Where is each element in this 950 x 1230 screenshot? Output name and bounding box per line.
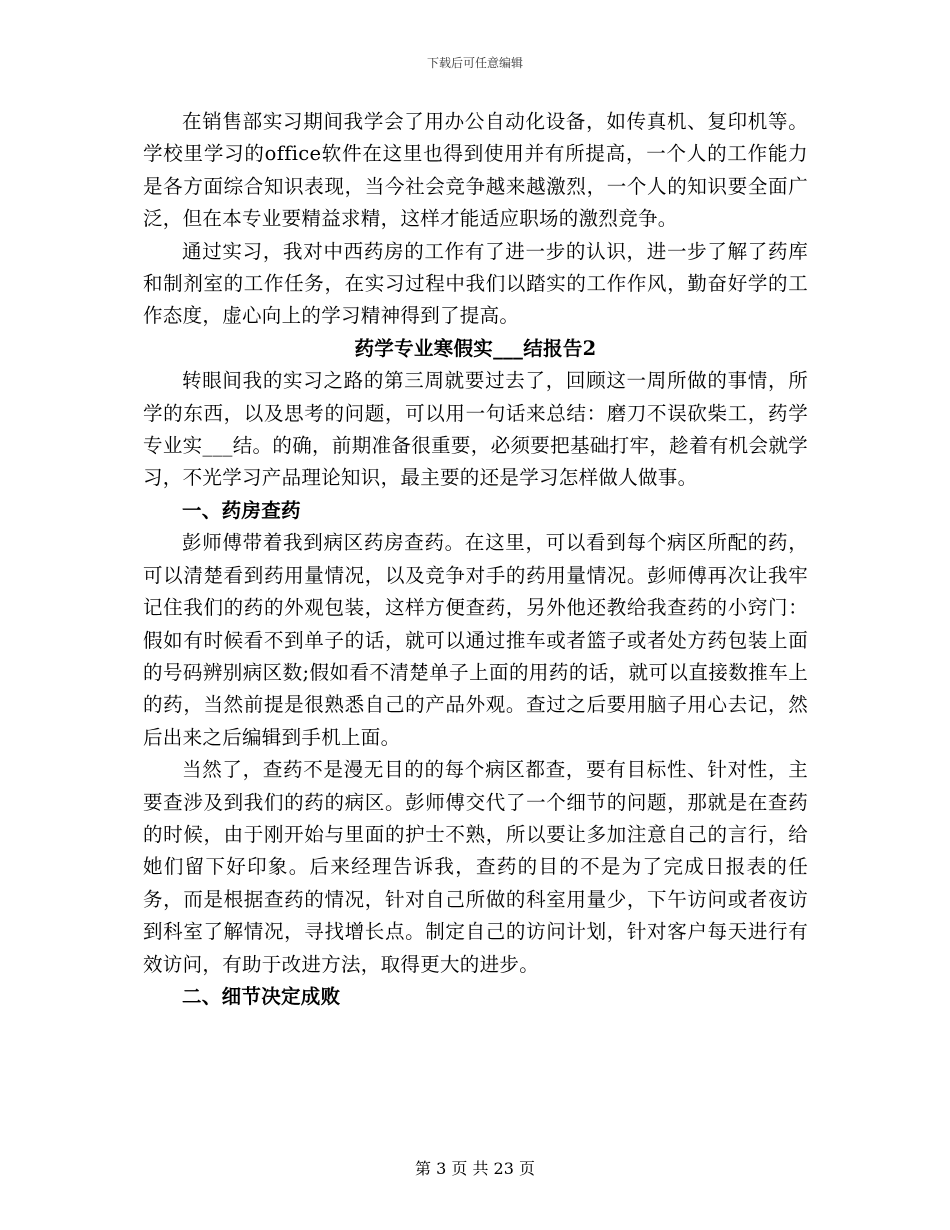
document-body	[143, 106, 808, 1013]
paragraph-ward-pharmacy: 彭师傅带着我到病区药房查药。在这里，可以看到每个病区所配的药，可以清楚看到药用量情况，以及竞争对手的药用量情况。彭师傅再次让我牢记住我们的药的外观包装，这样方便查药，另外他还教给我查药的小窍门：假如有时候看不到单子的话，就可以通过推车或者篮子或者处方药包装上面的号码辨别病区数;假如看不清楚单子上面的用药的话，就可以直接数推车上的药，当然前提是很熟悉自己的产品外观。查过之后要用脑子用心去记，然后出来之后编辑到手机上面。	[143, 531, 808, 749]
paragraph-third-week: 转眼间我的实习之路的第三周就要过去了，回顾这一周所做的事情，所学的东西，以及思考的问题，可以用一句话来总结：磨刀不误砍柴工，药学专业实___结。的确，前期准备很重要，必须要把基础打牢，趁着有机会就学习，不光学习产品理论知识，最主要的还是学习怎样做人做事。	[143, 369, 808, 490]
page-footer: 第 3 页 共 23 页	[415, 1159, 535, 1178]
report-title: 药学专业寒假实___结报告2	[354, 336, 597, 360]
paragraph-pharmacy-understanding: 通过实习，我对中西药房的工作有了进一步的认识，进一步了解了药库和制剂室的工作任务，在实习过程中我们以踏实的工作作风，勤奋好学的工作态度，虚心向上的学习精神得到了提高。	[143, 239, 808, 328]
paragraph-targeted-check: 当然了，查药不是漫无目的的每个病区都查，要有目标性、针对性，主要查涉及到我们的药的病区。彭师傅交代了一个细节的问题，那就是在查药的时候，由于刚开始与里面的护士不熟，所以要让多加注意自己的言行，给她们留下好印象。后来经理告诉我，查药的目的不是为了完成日报表的任务，而是根据查药的情况，针对自己所做的科室用量少，下午访问或者夜访到科室了解情况，寻找增长点。制定自己的访问计划，针对客户每天进行有效访问，有助于改进方法，取得更大的进步。	[143, 758, 808, 976]
section-heading-pharmacy-check: 一、药房查药	[182, 498, 301, 522]
page-header: 下载后可任意编辑	[426, 56, 523, 70]
section-heading-details: 二、细节决定成败	[182, 984, 341, 1008]
paragraph-office-skills: 在销售部实习期间我学会了用办公自动化设备，如传真机、复印机等。学校里学习的office软件在这里也得到使用并有所提高，一个人的工作能力是各方面综合知识表现，当今社会竞争越来越激烈，一个人的知识要全面广泛，但在本专业要精益求精，这样才能适应职场的激烈竞争。	[143, 110, 808, 231]
